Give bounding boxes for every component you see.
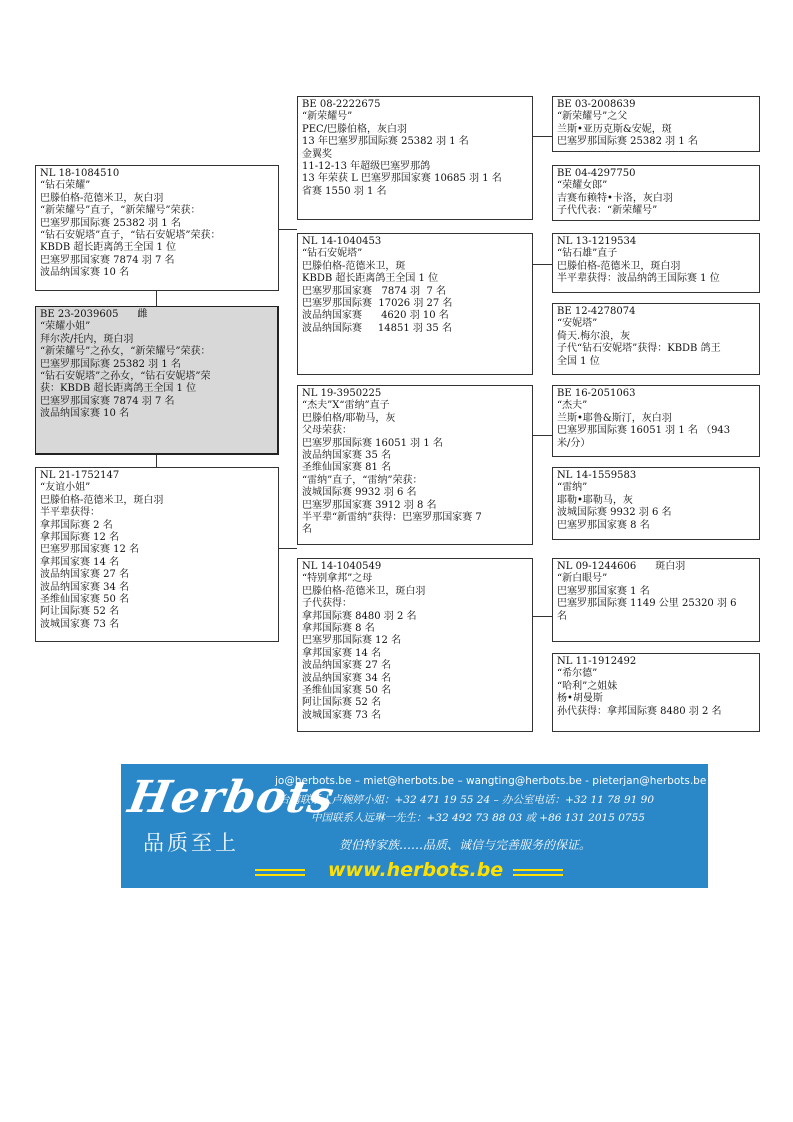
herbots-banner <box>121 764 708 888</box>
pedigree-box-dam-dam <box>552 303 760 375</box>
pedigree-line: 巴塞罗那国际赛 25382 羽 1 名 <box>40 358 181 370</box>
pedigree-line: 波品纳国家赛 4620 羽 10 名 <box>302 310 449 322</box>
ring-number: NL 19-3950225 <box>302 388 382 399</box>
pedigree-line: 波品纳国家赛 35 名 <box>302 450 392 462</box>
connector <box>156 455 157 467</box>
pedigree-line: 名 <box>302 524 312 536</box>
pedigree-line: 波城国家赛 73 名 <box>40 618 120 630</box>
pedigree-line: 巴滕伯格-范德米卫，斑白羽 <box>302 585 426 597</box>
pedigree-box-sire2-dam <box>552 467 760 540</box>
pedigree-line: 拿邦国家赛 14 名 <box>302 647 382 659</box>
pedigree-line: 巴塞罗那国际赛 16051 羽 1 名 <box>302 437 443 449</box>
pedigree-line: 杨•胡曼斯 <box>557 693 603 705</box>
divider-left <box>255 869 305 871</box>
pedigree-line: 拿邦国家赛 14 名 <box>40 556 120 568</box>
pedigree-line: “希尔德” <box>557 668 598 680</box>
pedigree-line: “安妮塔” <box>557 318 598 330</box>
banner-url-link[interactable]: www.herbots.be <box>328 859 504 881</box>
pedigree-line: 波品纳国家赛 10 名 <box>40 408 130 420</box>
connector <box>533 264 552 265</box>
pedigree-line: 巴塞罗那国家赛 1 名 <box>557 585 650 597</box>
divider-right <box>513 869 563 871</box>
pedigree-line: 父母荣获： <box>302 425 352 437</box>
pedigree-line: 巴塞罗那国际赛 25382 羽 1 名 <box>40 217 181 229</box>
pedigree-line: 巴滕伯格-范德米卫，斑白羽 <box>40 494 164 506</box>
pedigree-line: 13 年荣获 L 巴塞罗那国家赛 10685 羽 1 名 <box>302 173 502 185</box>
ring-number: NL 18-1084510 <box>40 168 120 179</box>
ring-number: NL 14-1040549 <box>302 561 382 572</box>
pedigree-line: 巴塞罗那国际赛 16051 羽 1 名 （943 <box>557 425 731 437</box>
pedigree-box-dam2-sire <box>552 558 760 642</box>
banner-phone-line-1: 台湾联系人卢婉婷小姐：+32 471 19 55 24 – 办公室电话：+32 11 78 91 90 <box>279 794 655 806</box>
ring-number: NL 21-1752147 <box>40 470 120 481</box>
pedigree-line: 吉赛布赖特•卡洛，灰白羽 <box>557 192 673 204</box>
pedigree-line: “钻石雄”直子 <box>557 248 618 260</box>
pedigree-line: “新白眼号” <box>557 573 608 585</box>
pedigree-line: KBDB 超长距离鸽王全国 1 位 <box>40 242 177 254</box>
pedigree-line: 巴塞罗那国家赛 7874 羽 7 名 <box>40 395 175 407</box>
pedigree-line: 波城国家赛 73 名 <box>302 709 382 721</box>
pedigree-box-dam-sire <box>552 233 760 293</box>
pedigree-line: 巴滕伯格/耶勒马，灰 <box>302 412 396 424</box>
pedigree-box-subject <box>35 306 279 455</box>
connector <box>533 616 552 617</box>
ring-number: NL 11-1912492 <box>557 656 637 667</box>
pedigree-line: 拿邦国际赛 12 名 <box>40 532 120 544</box>
pedigree-line: “新荣耀号”直子，“新荣耀号”荣获： <box>40 205 201 217</box>
pedigree-line: 11-12-13 年超级巴塞罗那鸽 <box>302 161 431 173</box>
banner-tagline: 贺伯特家族……品质、诚信与完善服务的保证。 <box>339 838 592 852</box>
ring-number: BE 16-2051063 <box>557 388 636 399</box>
pedigree-line: “钻石安妮塔” <box>302 248 363 260</box>
connector <box>533 435 552 436</box>
pedigree-line: 巴塞罗那国际赛 12 名 <box>302 635 402 647</box>
pedigree-line: “特别拿邦”之母 <box>302 573 373 585</box>
pedigree-line: 金翼奖 <box>302 148 332 160</box>
pedigree-line: 获：KBDB 超长距离鸽王全国 1 位 <box>40 383 197 395</box>
pedigree-line: 巴塞罗那国际赛 1149 公里 25320 羽 6 <box>557 598 737 610</box>
pedigree-line: 巴塞罗那国际赛 25382 羽 1 名 <box>557 136 698 148</box>
pedigree-line: 波品纳国家赛 34 名 <box>302 672 392 684</box>
banner-phone-line-2: 中国联系人远琳一先生：+32 492 73 88 03 或 +86 131 2015 0755 <box>311 812 645 824</box>
pedigree-line: 波城国际赛 9932 羽 6 名 <box>557 507 672 519</box>
pedigree-line: 孙代获得：拿邦国际赛 8480 羽 2 名 <box>557 705 722 717</box>
pedigree-line: “新荣耀号” <box>302 111 353 123</box>
pedigree-line: 巴滕伯格-范德米卫，斑白羽 <box>557 260 681 272</box>
pedigree-line: “新荣耀号”之孙女，“新荣耀号”荣获： <box>40 346 211 358</box>
pedigree-line: “钻石安妮塔”之孙女，“钻石安妮塔”荣 <box>40 371 211 383</box>
pedigree-line: 半平辈“新雷纳”获得：巴塞罗那国家赛 7 <box>302 512 482 524</box>
connector <box>279 229 297 230</box>
pedigree-line: 拿邦国际赛 2 名 <box>40 519 113 531</box>
pedigree-line: 耶勒•耶勒马，灰 <box>557 494 633 506</box>
pedigree-line: 巴塞罗那国家赛 7874 羽 7 名 <box>40 254 175 266</box>
pedigree-line: 巴塞罗那国际赛 17026 羽 27 名 <box>302 298 453 310</box>
pedigree-line: “友谊小姐” <box>40 482 91 494</box>
pedigree-line: 巴滕伯格-范德米卫，灰白羽 <box>40 192 164 204</box>
pedigree-line: 波品纳国家赛 27 名 <box>40 569 130 581</box>
pedigree-line: “杰夫” <box>557 400 588 412</box>
pedigree-line: “哈利”之姐妹 <box>557 680 618 692</box>
pedigree-line: 半平辈获得：波品纳鸽王国际赛 1 位 <box>557 273 720 285</box>
pedigree-box-sire-sire <box>552 96 760 152</box>
ring-number: NL 13-1219534 <box>557 236 637 247</box>
pedigree-line: “荣耀小姐” <box>40 321 91 333</box>
pedigree-line: 拜尔茨/托内，斑白羽 <box>40 333 134 345</box>
pedigree-line: 拿邦国际赛 8480 羽 2 名 <box>302 610 417 622</box>
pedigree-line: 子代获得： <box>302 598 352 610</box>
pedigree-line: 波品纳国际赛 14851 羽 35 名 <box>302 322 452 334</box>
pedigree-line: 兰斯•亚历克斯&安妮，斑 <box>557 123 672 135</box>
banner-emails[interactable]: jo@herbots.be – miet@herbots.be – wangting@herbots.be - pieterjan@herbots.be <box>275 775 707 787</box>
pedigree-box-sire-dam <box>552 165 760 221</box>
banner-slogan: 品质至上 <box>143 831 239 855</box>
connector <box>279 548 297 549</box>
pedigree-line: 省赛 1550 羽 1 名 <box>302 185 387 197</box>
pedigree-line: “新荣耀号”之父 <box>557 111 628 123</box>
pedigree-line: 波品纳国家赛 10 名 <box>40 267 130 279</box>
pedigree-box-dam <box>35 467 279 642</box>
connector <box>533 136 552 137</box>
pedigree-line: 13 年巴塞罗那国际赛 25382 羽 1 名 <box>302 136 469 148</box>
connector <box>156 291 157 306</box>
pedigree-line: 子代代表：“新荣耀号” <box>557 205 658 217</box>
pedigree-line: 拿邦国际赛 8 名 <box>302 623 375 635</box>
pedigree-line: 兰斯•耶鲁&斯汀，灰白羽 <box>557 412 672 424</box>
pedigree-line: 巴塞罗那国家赛 7874 羽 7 名 <box>302 285 447 297</box>
pedigree-line: 波品纳国家赛 34 名 <box>40 581 130 593</box>
ring-number: NL 14-1559583 <box>557 470 637 481</box>
pedigree-line: 半平辈获得： <box>40 507 100 519</box>
pedigree-line: 波城国际赛 9932 羽 6 名 <box>302 487 417 499</box>
ring-number: NL 09-1244606 斑白羽 <box>557 561 686 572</box>
pedigree-line: 米/分） <box>557 437 591 449</box>
pedigree-line: 巴塞罗那国家赛 12 名 <box>40 544 140 556</box>
divider-right-2 <box>513 874 563 876</box>
pedigree-box-sire2-sire <box>552 385 760 457</box>
pedigree-line: 巴塞罗那国家赛 3912 羽 8 名 <box>302 499 437 511</box>
pedigree-box-dam2-dam <box>552 653 760 732</box>
pedigree-line: 倚天.梅尔浪，灰 <box>557 330 631 342</box>
ring-number: BE 03-2008639 <box>557 99 636 110</box>
pedigree-box-sire-sire-line <box>297 96 533 220</box>
pedigree-line: 圣维仙国家赛 50 名 <box>40 594 130 606</box>
pedigree-line: “杰夫”X“雷纳”直子 <box>302 400 390 412</box>
pedigree-line: 巴塞罗那国家赛 8 名 <box>557 519 650 531</box>
pedigree-box-dam-sire-line <box>297 385 533 545</box>
ring-number: BE 23-2039605 雌 <box>40 309 148 320</box>
pedigree-line: “钻石安妮塔”直子，“钻石安妮塔”荣获： <box>40 230 221 242</box>
pedigree-line: PEC/巴滕伯格，灰白羽 <box>302 123 408 135</box>
pedigree-line: 波品纳国家赛 27 名 <box>302 660 392 672</box>
pedigree-line: “钻石荣耀” <box>40 180 91 192</box>
pedigree-box-sire-dam-line <box>297 233 533 375</box>
divider-left-2 <box>255 874 305 876</box>
pedigree-line: 阿让国际赛 52 名 <box>302 697 382 709</box>
pedigree-line: 阿让国际赛 52 名 <box>40 606 120 618</box>
pedigree-box-dam-dam-line <box>297 558 533 732</box>
pedigree-line: “雷纳”直子，“雷纳”荣获： <box>302 474 423 486</box>
herbots-logo: Herbots <box>124 772 339 823</box>
pedigree-line: 全国 1 位 <box>557 355 600 367</box>
ring-number: BE 12-4278074 <box>557 306 636 317</box>
pedigree-line: “荣耀女郎” <box>557 180 608 192</box>
ring-number: BE 04-4297750 <box>557 168 636 179</box>
pedigree-line: 子代“钻石安妮塔”获得：KBDB 鸽王 <box>557 343 721 355</box>
pedigree-line: 圣维仙国家赛 50 名 <box>302 685 392 697</box>
ring-number: NL 14-1040453 <box>302 236 382 247</box>
pedigree-line: “雷纳” <box>557 482 588 494</box>
pedigree-line: 圣维仙国家赛 81 名 <box>302 462 392 474</box>
pedigree-line: 名 <box>557 610 567 622</box>
pedigree-box-sire <box>35 165 279 291</box>
pedigree-line: KBDB 超长距离鸽王全国 1 位 <box>302 273 439 285</box>
pedigree-line: 巴滕伯格-范德米卫，斑 <box>302 260 406 272</box>
ring-number: BE 08-2222675 <box>302 99 381 110</box>
